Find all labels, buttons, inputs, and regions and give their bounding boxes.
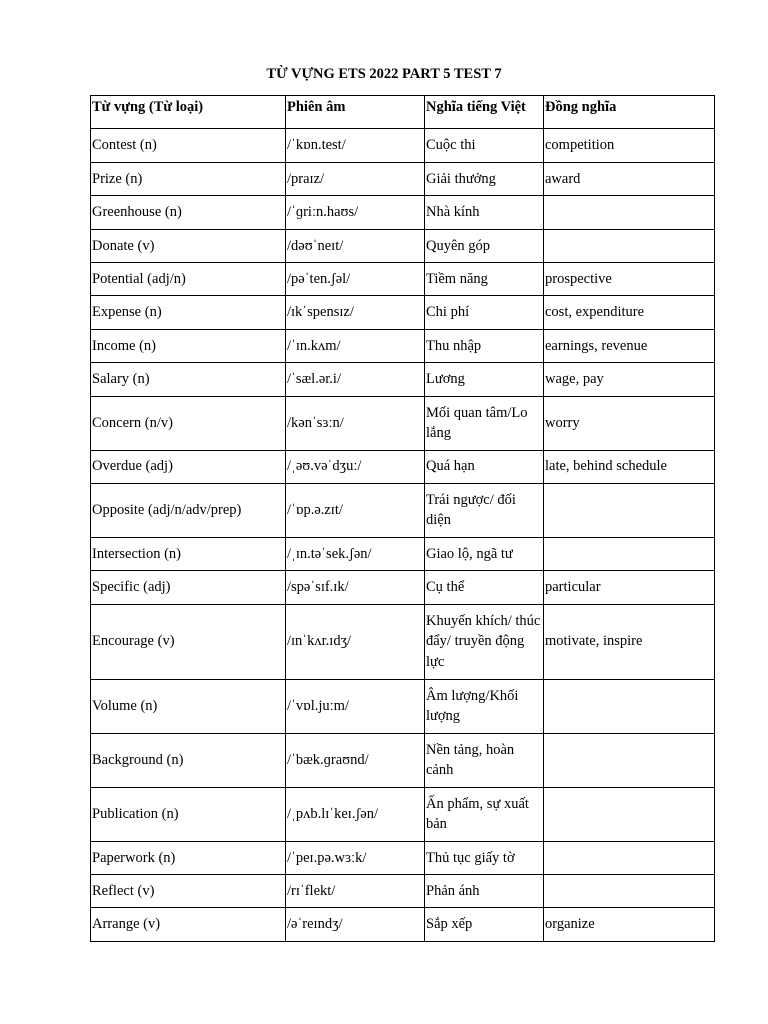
cell-word: Contest (n) [91, 129, 286, 162]
table-row [91, 450, 715, 483]
table-row [91, 537, 715, 570]
cell-meaning: Tiềm năng [425, 262, 544, 295]
table-row [91, 908, 715, 941]
cell-synonym [544, 483, 715, 537]
cell-synonym [544, 537, 715, 570]
cell-meaning: Giải thưởng [425, 162, 544, 195]
cell-word: Opposite (adj/n/adv/prep) [91, 483, 286, 537]
cell-synonym [544, 875, 715, 908]
cell-phonetic: /ˈɒp.ə.zɪt/ [286, 483, 425, 537]
cell-meaning: Phản ánh [425, 875, 544, 908]
cell-meaning: Sắp xếp [425, 908, 544, 941]
cell-synonym: late, behind schedule [544, 450, 715, 483]
cell-phonetic: /ˌəʊ.vəˈdʒuː/ [286, 450, 425, 483]
cell-meaning: Quyên góp [425, 229, 544, 262]
table-header-row [91, 96, 715, 129]
cell-word: Arrange (v) [91, 908, 286, 941]
table-row [91, 483, 715, 537]
cell-meaning: Trái ngược/ đối diện [425, 483, 544, 537]
cell-word: Income (n) [91, 329, 286, 362]
cell-meaning: Thu nhập [425, 329, 544, 362]
cell-phonetic: /praɪz/ [286, 162, 425, 195]
table-row [91, 679, 715, 733]
cell-meaning: Âm lượng/Khối lượng [425, 679, 544, 733]
table-row [91, 229, 715, 262]
cell-meaning: Mối quan tâm/Lo lắng [425, 396, 544, 450]
cell-meaning: Quá hạn [425, 450, 544, 483]
cell-word: Background (n) [91, 733, 286, 787]
cell-phonetic: /ˈkɒn.test/ [286, 129, 425, 162]
cell-word: Reflect (v) [91, 875, 286, 908]
cell-phonetic: /ˈbæk.ɡraʊnd/ [286, 733, 425, 787]
cell-synonym: earnings, revenue [544, 329, 715, 362]
cell-word: Specific (adj) [91, 571, 286, 604]
table-row [91, 162, 715, 195]
cell-synonym: worry [544, 396, 715, 450]
cell-phonetic: /ɪkˈspensɪz/ [286, 296, 425, 329]
header-synonyms: Đồng nghĩa [544, 96, 715, 129]
table-row [91, 129, 715, 162]
cell-phonetic: /ˈɪn.kʌm/ [286, 329, 425, 362]
cell-synonym: cost, expenditure [544, 296, 715, 329]
cell-word: Salary (n) [91, 363, 286, 396]
cell-word: Paperwork (n) [91, 841, 286, 874]
cell-word: Greenhouse (n) [91, 196, 286, 229]
cell-phonetic: /əˈreɪndʒ/ [286, 908, 425, 941]
document-title: TỪ VỰNG ETS 2022 PART 5 TEST 7 [266, 66, 502, 82]
cell-phonetic: /ˌɪn.təˈsek.ʃən/ [286, 537, 425, 570]
cell-synonym: prospective [544, 262, 715, 295]
cell-synonym: organize [544, 908, 715, 941]
cell-meaning: Nền tảng, hoàn cảnh [425, 733, 544, 787]
cell-phonetic: /ˈɡriːn.haʊs/ [286, 196, 425, 229]
cell-word: Prize (n) [91, 162, 286, 195]
cell-word: Volume (n) [91, 679, 286, 733]
cell-synonym [544, 196, 715, 229]
vocabulary-table [90, 95, 715, 942]
cell-synonym [544, 733, 715, 787]
cell-phonetic: /ˈvɒl.juːm/ [286, 679, 425, 733]
cell-synonym [544, 787, 715, 841]
cell-meaning: Thủ tục giấy tờ [425, 841, 544, 874]
cell-phonetic: /ɪnˈkʌr.ɪdʒ/ [286, 604, 425, 679]
cell-meaning: Giao lộ, ngã tư [425, 537, 544, 570]
table-row [91, 296, 715, 329]
cell-synonym [544, 229, 715, 262]
cell-meaning: Nhà kính [425, 196, 544, 229]
table-row [91, 875, 715, 908]
cell-word: Encourage (v) [91, 604, 286, 679]
cell-phonetic: /spəˈsɪf.ɪk/ [286, 571, 425, 604]
cell-synonym: particular [544, 571, 715, 604]
cell-synonym: wage, pay [544, 363, 715, 396]
cell-meaning: Ấn phẩm, sự xuất bản [425, 787, 544, 841]
table-row [91, 604, 715, 679]
table-row [91, 329, 715, 362]
table-row [91, 262, 715, 295]
cell-synonym: motivate, inspire [544, 604, 715, 679]
cell-phonetic: /ˌpʌb.lɪˈkeɪ.ʃən/ [286, 787, 425, 841]
cell-word: Expense (n) [91, 296, 286, 329]
cell-phonetic: /pəˈten.ʃəl/ [286, 262, 425, 295]
table-row [91, 841, 715, 874]
table-row [91, 733, 715, 787]
cell-meaning: Chi phí [425, 296, 544, 329]
cell-phonetic: /kənˈsɜːn/ [286, 396, 425, 450]
cell-synonym [544, 841, 715, 874]
table-row [91, 396, 715, 450]
header-vocabulary: Từ vựng (Từ loại) [91, 96, 286, 129]
cell-word: Intersection (n) [91, 537, 286, 570]
cell-synonym: award [544, 162, 715, 195]
table-row [91, 363, 715, 396]
cell-word: Donate (v) [91, 229, 286, 262]
cell-meaning: Lương [425, 363, 544, 396]
cell-word: Potential (adj/n) [91, 262, 286, 295]
cell-word: Concern (n/v) [91, 396, 286, 450]
cell-phonetic: /ˈpeɪ.pə.wɜːk/ [286, 841, 425, 874]
cell-word: Overdue (adj) [91, 450, 286, 483]
cell-synonym: competition [544, 129, 715, 162]
cell-phonetic: /dəʊˈneɪt/ [286, 229, 425, 262]
header-vietnamese-meaning: Nghĩa tiếng Việt [425, 96, 544, 129]
cell-meaning: Cuộc thi [425, 129, 544, 162]
cell-phonetic: /ˈsæl.ər.i/ [286, 363, 425, 396]
cell-synonym [544, 679, 715, 733]
cell-meaning: Khuyến khích/ thúc đẩy/ truyền động lực [425, 604, 544, 679]
cell-word: Publication (n) [91, 787, 286, 841]
header-pronunciation: Phiên âm [286, 96, 425, 129]
table-row [91, 787, 715, 841]
table-row [91, 571, 715, 604]
cell-phonetic: /rɪˈflekt/ [286, 875, 425, 908]
table-row [91, 196, 715, 229]
cell-meaning: Cụ thể [425, 571, 544, 604]
